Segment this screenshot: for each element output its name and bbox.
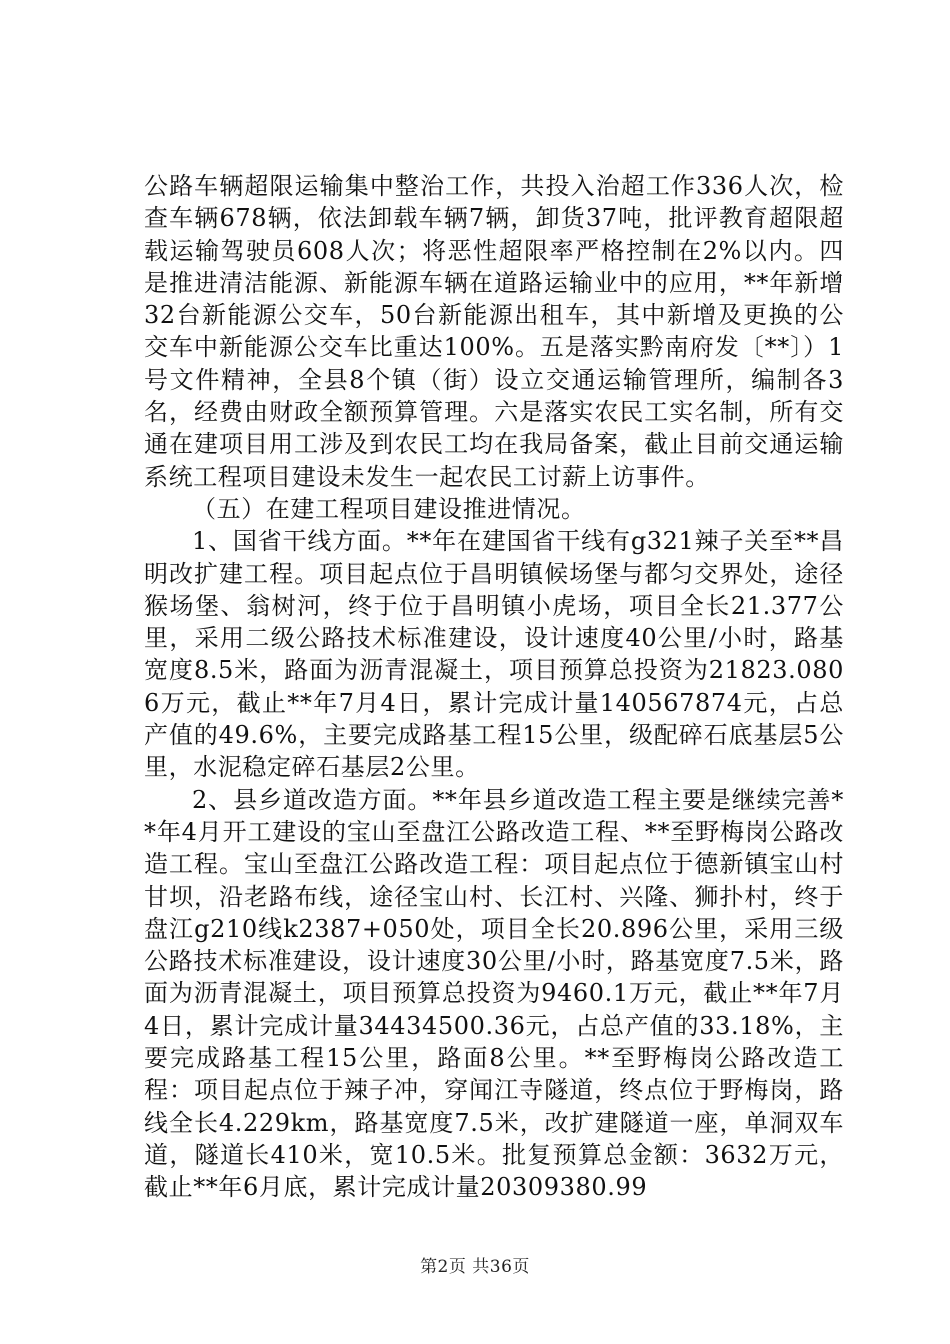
paragraph-county-township-roads: 2、县乡道改造方面。**年县乡道改造工程主要是继续完善**年4月开工建设的宝山至盘江公路改造工程、**至野梅岗公路改造工程。宝山至盘江公路改造工程：项目起点位于德新镇宝山村甘坝，沿老路布线，途径宝山村、长江村、兴隆、狮扑村，终于盘江g210线k2387+050处，项目全长20.896公里，采用三级公路技术标准建设，设计速度30公里/小时，路基宽度7.5米，路面为沥青混凝土，项目预算总投资为9460.1万元，截止**年7月4日，累计完成计量34434500.36元，占总产值的33.18%，主要完成路基工程15公里，路面8公里。**至野梅岗公路改造工程：项目起点位于辣子冲，穿闻江寺隧道，终点位于野梅岗，路线全长4.229km，路基宽度7.5米，改扩建隧道一座，单洞双车道，隧道长410米，宽10.5米。批复预算总金额：3632万元，截止**年6月底，累计完成计量20309380.99 [144, 785, 844, 1202]
paragraph-national-provincial-roads: 1、国省干线方面。**年在建国省干线有g321辣子关至**昌明改扩建工程。项目起点位于昌明镇候场堡与都匀交界处，途径猴场堡、翁树河，终于位于昌明镇小虎场，项目全长21.377公里，采用二级公路技术标准建设，设计速度40公里/小时，路基宽度8.5米，路面为沥青混凝土，项目预算总投资为21823.0806万元，截止**年7月4日，累计完成计量140567874元，占总产值的49.6%，主要完成路基工程15公里，级配碎石底基层5公里，水泥稳定碎石基层2公里。 [144, 527, 844, 782]
page-number-footer: 第2页 共36页 [420, 1257, 530, 1277]
document-body [144, 170, 844, 1204]
paragraph-continuation: 公路车辆超限运输集中整治工作，共投入治超工作336人次，检查车辆678辆，依法卸载车辆7辆，卸货37吨，批评教育超限超载运输驾驶员608人次；将恶性超限率严格控制在2%以内。四是推进清洁能源、新能源车辆在道路运输业中的应用，**年新增32台新能源公交车，50台新能源出租车，其中新增及更换的公交车中新能源公交车比重达100%。五是落实黔南府发〔**〕）1号文件精神，全县8个镇（街）设立交通运输管理所，编制各3名，经费由财政全额预算管理。六是落实农民工实名制，所有交通在建项目用工涉及到农民工均在我局备案，截止目前交通运输系统工程项目建设未发生一起农民工讨薪上访事件。 [144, 172, 844, 491]
section-heading: （五）在建工程项目建设推进情况。 [192, 494, 586, 523]
